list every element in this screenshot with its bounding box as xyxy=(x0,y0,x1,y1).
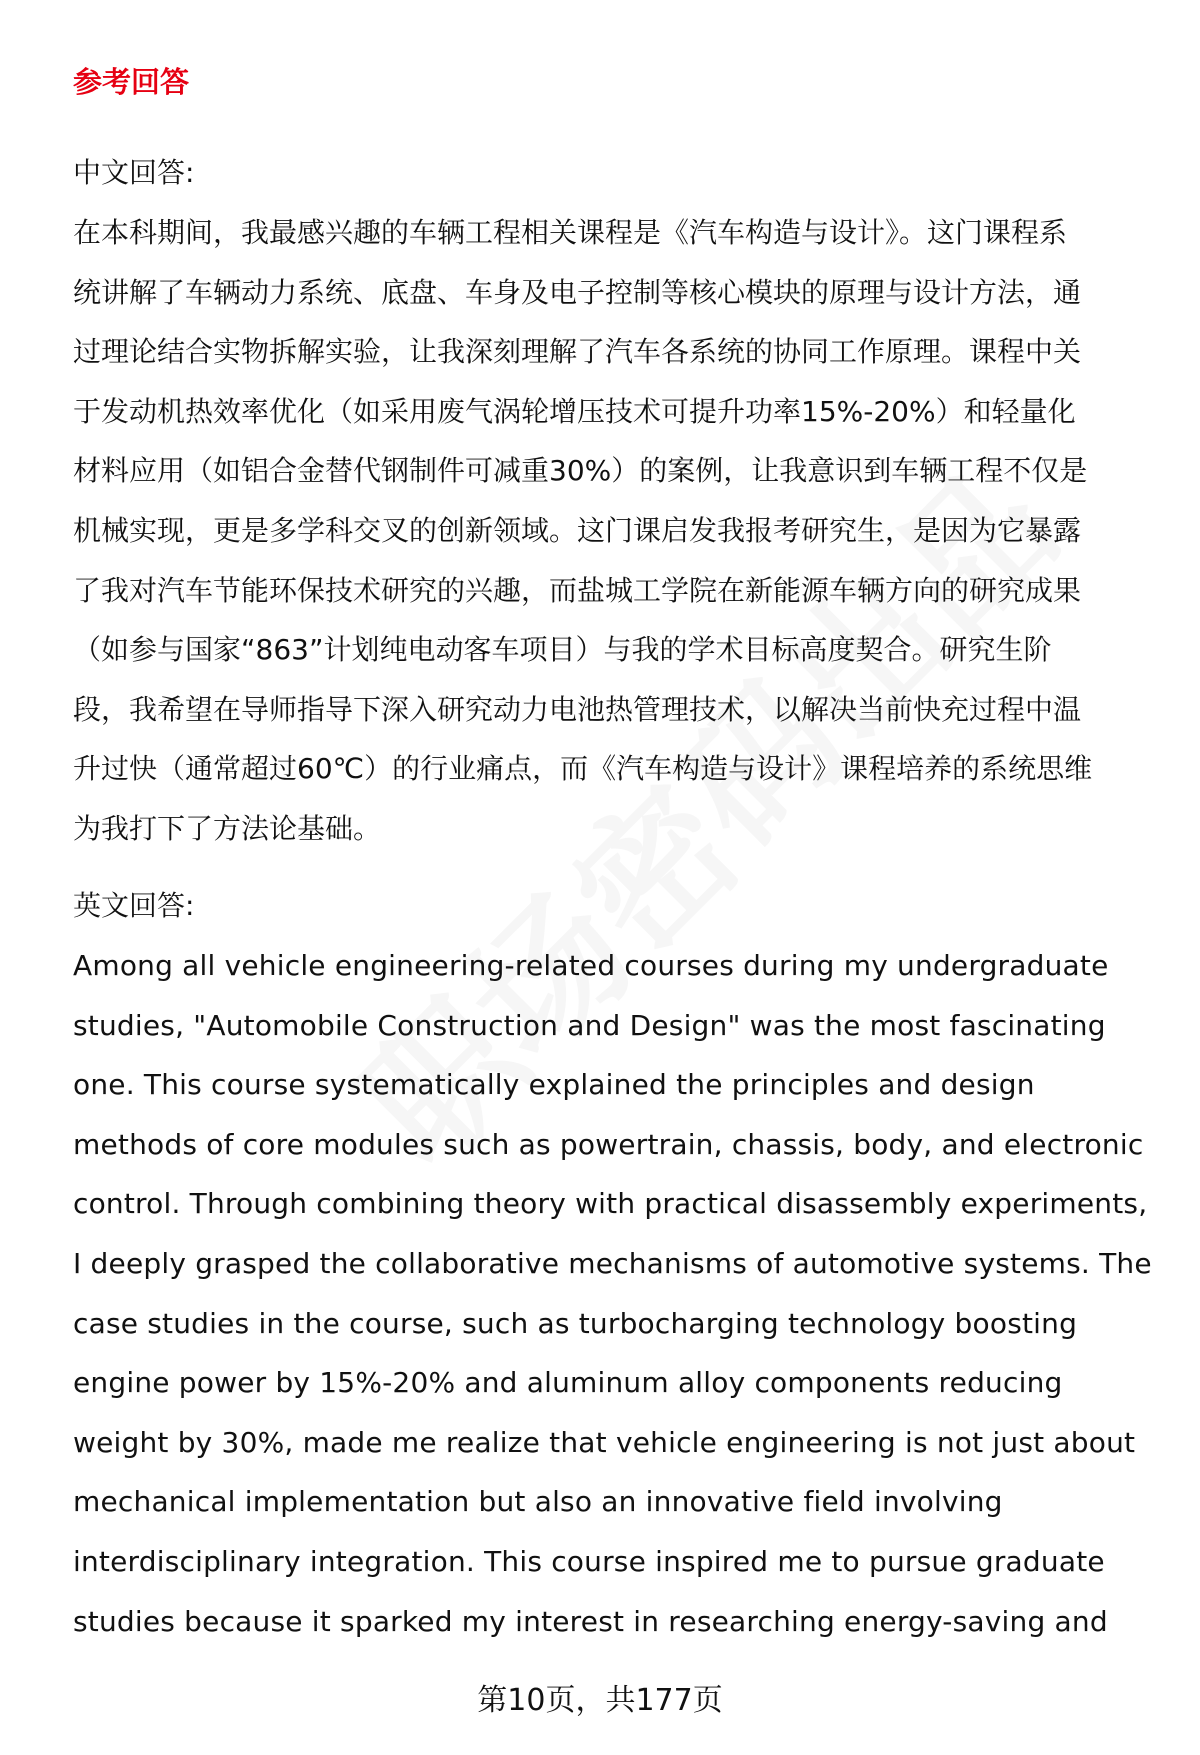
text-line: 过理论结合实物拆解实验，让我深刻理解了汽车各系统的协同工作原理。课程中关 xyxy=(73,335,1082,369)
text-line: control. Through combining theory with practical disassembly experiments, xyxy=(73,1187,1148,1221)
text-line: 材料应用（如铝合金替代钢制件可减重30%）的案例，让我意识到车辆工程不仅是 xyxy=(73,454,1088,488)
text-line: mechanical implementation but also an innovative field involving xyxy=(73,1485,1003,1519)
text-line: 了我对汽车节能环保技术研究的兴趣，而盐城工学院在新能源车辆方向的研究成果 xyxy=(73,573,1082,607)
text-line: weight by 30%, made me realize that vehicle engineering is not just about xyxy=(73,1425,1136,1459)
text-line: engine power by 15%-20% and aluminum alloy components reducing xyxy=(73,1366,1063,1400)
chinese-answer-label: 中文回答: xyxy=(73,156,195,189)
text-line: I deeply grasped the collaborative mechanisms of automotive systems. The xyxy=(73,1246,1152,1280)
text-line: 机械实现，更是多学科交叉的创新领域。这门课启发我报考研究生，是因为它暴露 xyxy=(73,513,1082,547)
text-line: interdisciplinary integration. This course inspired me to pursue graduate xyxy=(73,1544,1105,1578)
text-line: studies because it sparked my interest in researching energy-saving and xyxy=(73,1604,1108,1638)
text-line: 段，我希望在导师指导下深入研究动力电池热管理技术，以解决当前快充过程中温 xyxy=(73,692,1082,726)
section-title: 参考回答 xyxy=(73,65,190,99)
english-answer-body xyxy=(73,936,1173,1651)
text-line: 在本科期间，我最感兴趣的车辆工程相关课程是《汽车构造与设计》。这门课程系 xyxy=(73,216,1068,249)
english-answer-label: 英文回答: xyxy=(73,889,195,922)
text-line: 为我打下了方法论基础。 xyxy=(73,811,382,845)
page-number: 第10页，共177页 xyxy=(477,1683,723,1718)
text-line: case studies in the course, such as turbocharging technology boosting xyxy=(73,1306,1078,1340)
text-line: methods of core modules such as powertrain, chassis, body, and electronic xyxy=(73,1127,1144,1161)
text-line: studies, "Automobile Construction and Design" was the most fascinating xyxy=(73,1008,1106,1042)
text-line: 统讲解了车辆动力系统、底盘、车身及电子控制等核心模块的原理与设计方法，通 xyxy=(73,275,1082,309)
chinese-answer xyxy=(73,143,1173,859)
text-line: one. This course systematically explained the principles and design xyxy=(73,1068,1035,1102)
text-line: （如参与国家“863”计划纯电动客车项目）与我的学术目标高度契合。研究生阶 xyxy=(73,633,1052,667)
english-answer xyxy=(73,876,1173,1651)
text-line: Among all vehicle engineering-related courses during my undergraduate xyxy=(73,949,1109,982)
chinese-answer-body xyxy=(73,203,1173,859)
text-line: 于发动机热效率优化（如采用废气涡轮增压技术可提升功率15%-20%）和轻量化 xyxy=(73,394,1076,428)
text-line: 升过快（通常超过60℃）的行业痛点，而《汽车构造与设计》课程培养的系统思维 xyxy=(73,752,1093,786)
